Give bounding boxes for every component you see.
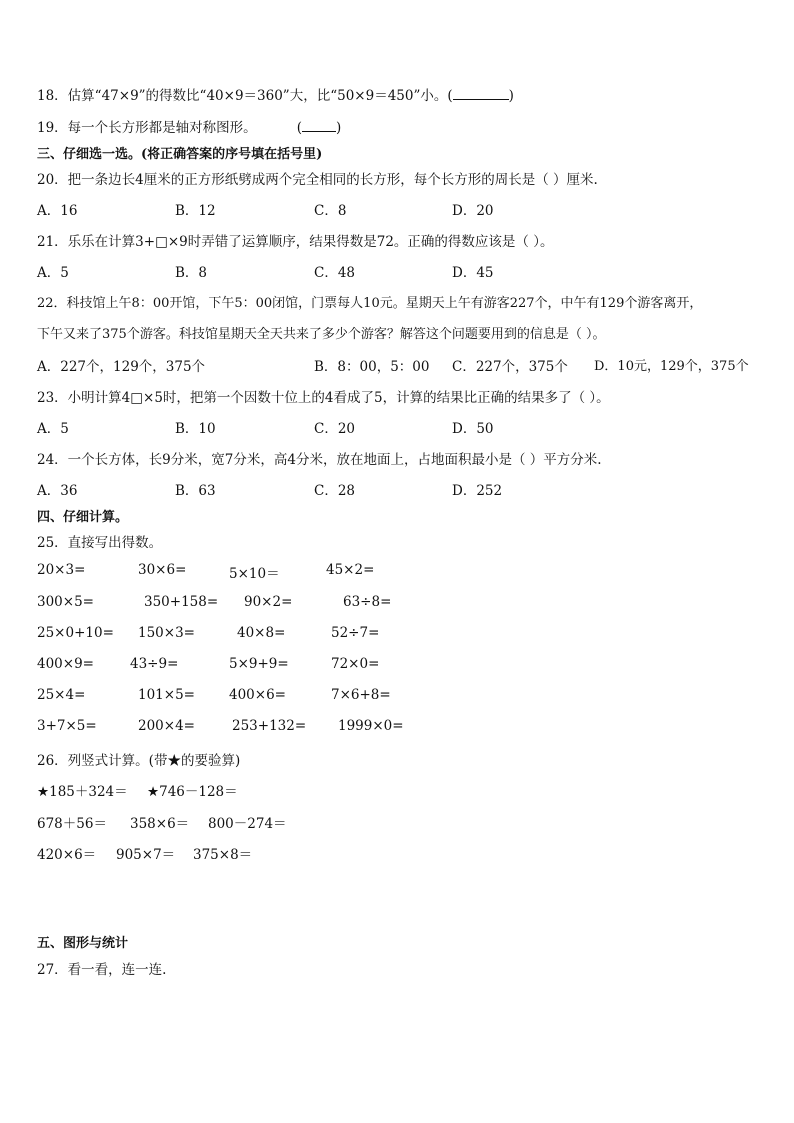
- calc-item: 25×4=: [37, 687, 86, 703]
- calc-item: 358×6＝: [130, 816, 190, 832]
- section-heading-3: 三、仔细选一选。(将正确答案的序号填在括号里): [37, 147, 323, 162]
- option-d[interactable]: D．45: [452, 265, 494, 281]
- option-a[interactable]: A．5: [37, 265, 69, 281]
- calc-item: 25×0+10=: [37, 625, 114, 641]
- calc-item: 90×2=: [244, 594, 293, 610]
- calc-item: 200×4=: [138, 718, 195, 734]
- calc-item: 72×0=: [331, 656, 380, 672]
- calc-item: 800－274＝: [208, 816, 287, 832]
- option-b[interactable]: B．10: [175, 421, 216, 437]
- calc-item: 7×6+8=: [331, 687, 391, 703]
- question-21-text: 21．乐乐在计算3+□×9时弄错了运算顺序，结果得数是72。正确的得数应该是（ ）。: [37, 234, 554, 250]
- question-26-text: 26．列竖式计算。(带★的要验算): [37, 753, 241, 769]
- calc-item: 40×8=: [237, 625, 286, 641]
- calc-item: 43÷9=: [130, 656, 179, 672]
- option-d[interactable]: D．10元，129个，375个: [594, 359, 749, 374]
- question-19-text: 19．每一个长方形都是轴对称图形。: [37, 120, 257, 136]
- option-d[interactable]: D．50: [452, 421, 494, 437]
- option-b[interactable]: B．8：00，5：00: [314, 359, 430, 375]
- option-c[interactable]: C．8: [314, 203, 347, 219]
- calc-item: 420×6＝: [37, 847, 97, 863]
- calc-item: 253+132=: [232, 718, 307, 734]
- question-25-text: 25．直接写出得数。: [37, 535, 163, 551]
- calc-item: 45×2=: [326, 562, 375, 578]
- calc-item: 63÷8=: [343, 594, 392, 610]
- option-c[interactable]: C．28: [314, 483, 356, 499]
- calc-item: 905×7＝: [116, 847, 176, 863]
- calc-item: ★185＋324＝: [37, 784, 128, 800]
- calc-item: 678＋56＝: [37, 816, 107, 832]
- calc-item: 30×6=: [138, 562, 187, 578]
- question-27-text: 27．看一看，连一连.: [37, 962, 167, 978]
- question-18-text: 18．估算“47×9”的得数比“40×9＝360”大，比“50×9＝450”小。(: [37, 88, 453, 104]
- option-a[interactable]: A．16: [37, 203, 78, 219]
- section-heading-4: 四、仔细计算。: [37, 510, 129, 525]
- calc-item: 350+158=: [144, 594, 219, 610]
- answer-blank[interactable]: [302, 119, 336, 132]
- option-a[interactable]: A．5: [37, 421, 69, 437]
- calc-item: 1999×0=: [338, 718, 404, 734]
- calc-item: 375×8＝: [193, 847, 253, 863]
- bracket-close: ): [335, 120, 342, 136]
- calc-item: 150×3=: [138, 625, 195, 641]
- option-c[interactable]: C．227个，375个: [452, 359, 568, 375]
- option-a[interactable]: A．227个，129个，375个: [37, 359, 206, 375]
- option-b[interactable]: B．12: [175, 203, 216, 219]
- option-c[interactable]: C．20: [314, 421, 356, 437]
- option-b[interactable]: B．63: [175, 483, 216, 499]
- answer-blank[interactable]: [453, 87, 509, 100]
- calc-item: 300×5=: [37, 594, 94, 610]
- calc-item: ★746－128＝: [147, 784, 238, 800]
- option-c[interactable]: C．48: [314, 265, 356, 281]
- option-b[interactable]: B．8: [175, 265, 208, 281]
- option-a[interactable]: A．36: [37, 483, 78, 499]
- calc-item: 20×3=: [37, 562, 86, 578]
- calc-item: 5×9+9=: [229, 656, 289, 672]
- option-d[interactable]: D．20: [452, 203, 494, 219]
- calc-item: 400×9=: [37, 656, 94, 672]
- question-24-text: 24．一个长方体，长9分米，宽7分米，高4分米，放在地面上，占地面积最小是（ ）平方分米.: [37, 452, 602, 468]
- question-22-line-1: 22．科技馆上午8：00开馆，下午5：00闭馆，门票每人10元。星期天上午有游客227个，中午有129个游客离开，: [37, 296, 703, 311]
- calc-item: 3+7×5=: [37, 718, 97, 734]
- bracket-open: (: [296, 120, 302, 136]
- question-22-line-2: 下午又来了375个游客。科技馆星期天全天共来了多少个游客？解答这个问题要用到的信息是（ ）。: [37, 327, 606, 342]
- question-19: [37, 116, 341, 136]
- question-18: [37, 84, 514, 104]
- calc-item: 101×5=: [138, 687, 195, 703]
- bracket-close: ): [508, 88, 514, 104]
- calc-item: 400×6=: [229, 687, 286, 703]
- calc-item: 5×10＝: [229, 566, 280, 582]
- option-d[interactable]: D．252: [452, 483, 503, 499]
- question-20-text: 20．把一条边长4厘米的正方形纸劈成两个完全相同的长方形，每个长方形的周长是（ ）厘米.: [37, 172, 598, 188]
- question-23-text: 23．小明计算4□×5时，把第一个因数十位上的4看成了5，计算的结果比正确的结果多了（ ）。: [37, 390, 610, 406]
- section-heading-5: 五、图形与统计: [37, 936, 129, 951]
- calc-item: 52÷7=: [331, 625, 380, 641]
